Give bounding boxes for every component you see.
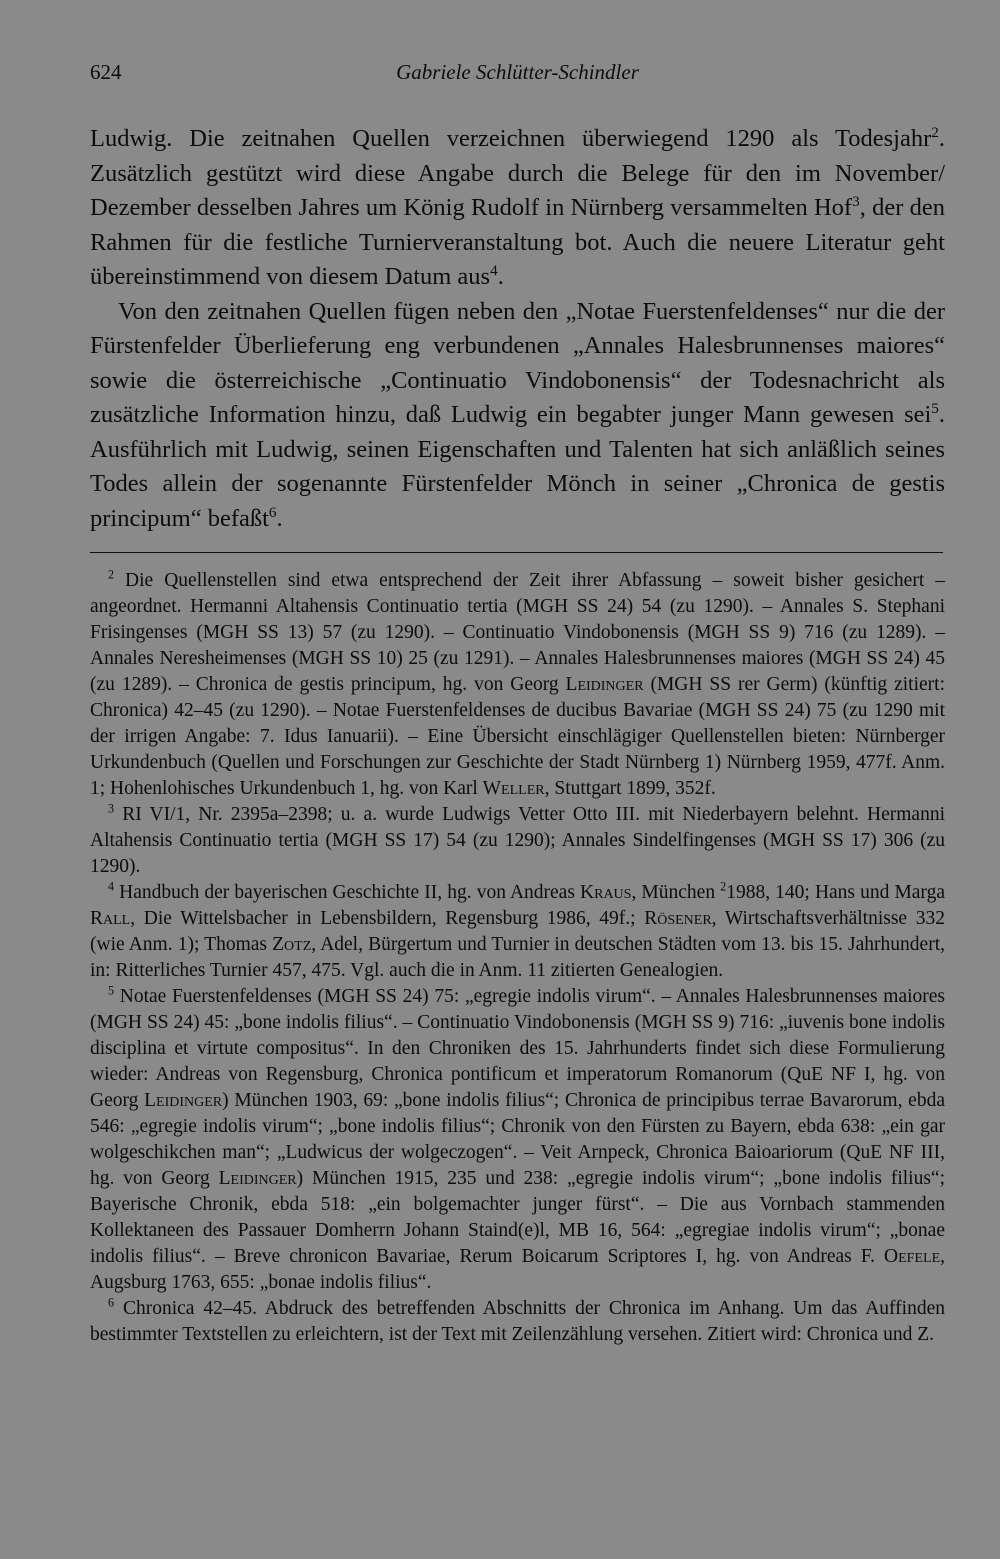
- text-run: Notae Fuerstenfeldenses (MGH SS 24) 75: „egregie indolis virum“. – Annales Halesbrunnenses maiores (MGH SS 24) 45: „bone indolis filius“. – Continuatio Vindobonensis (MGH SS 9) 716: „iuvenis bone indolis disciplina et virtute compositus“. In den Chroniken des 15. Jahrhunderts findet sich diese Formulierung wieder: Andreas von Regensburg, Chronica pontificum et imperatorum Romanorum (QuE NF I, hg. von Georg: [90, 986, 945, 1111]
- footnote-marker: 5: [931, 399, 939, 417]
- footnotes: [90, 568, 945, 1348]
- text-run: , Adel, Bürgertum und Turnier in deutschen Städten vom 13. bis 15. Jahrhundert, in: Ritterliches Turnier 457, 475. Vgl. auch die in Anm. 11 zitierten Genealogien.: [90, 934, 945, 981]
- footnote-marker: 3: [852, 192, 860, 210]
- text-run: , Stuttgart 1899, 352f.: [544, 778, 716, 799]
- footnote-divider: [90, 552, 943, 553]
- text-run: Die Quellenstellen sind etwa entsprechend der Zeit ihrer Abfassung – soweit bisher gesichert – angeordnet. Hermanni Altahensis Continuatio tertia (MGH SS 24) 54 (zu 1290). – Annales S. Stephani Frisingenses (MGH SS 13) 57 (zu 1290). – Continuatio Vindobonensis (MGH SS 9) 716 (zu 1289). – Annales Neresheimenses (MGH SS 10) 25 (zu 1291). – Annales Halesbrunnenses maiores (MGH SS 24) 45 (zu 1289). – Chronica de gestis principum, hg. von Georg: [90, 570, 945, 695]
- text-run: , Augsburg 1763, 655: „bonae indolis filius“.: [90, 1246, 945, 1293]
- text-run: , München: [631, 882, 721, 903]
- running-header: [90, 60, 945, 90]
- text-run: ) München 1915, 235 und 238: „egregie indolis virum“; „bone indolis filius“; Bayerische Chronik, ebda 518: „ein bolgemachter junger fürst“. – Die aus Vornbach stammenden Kollektaneen des Passauer Domherrn Johann Staind(e)l, MB 16, 564: „egregiae indolis virum“; „bonae indolis filius“. – Breve chronicon Bavariae, Rerum Boicarum Scriptores I, hg. von Andreas F.: [90, 1168, 945, 1267]
- footnote-marker: 3: [108, 801, 115, 816]
- footnote-marker: 6: [268, 503, 277, 521]
- footnote: [90, 1296, 945, 1348]
- text-run: , Wirtschaftsverhältnisse 332 (wie Anm. 1); Thomas: [90, 908, 945, 955]
- page-number: 624: [90, 60, 122, 84]
- main-text: [90, 122, 945, 536]
- text-run: (MGH SS rer Germ) (künftig zitiert: Chronica) 42–45 (zu 1290). – Notae Fuerstenfeldenses de ducibus Bavariae (MGH SS 24) 75 (zu 1290 mit der irrigen Angabe: 7. Idus Ianuarii). – Eine Übersicht einschlägiger Quellenstellen bieten: Nürnberger Urkundenbuch (Quellen und Forschungen zur Geschichte der Stadt Nürnberg 1) Nürnberg 1959, 477f. Anm. 1; Hohenlohisches Urkundenbuch 1, hg. von Karl: [90, 674, 945, 799]
- footnote-marker: 4: [490, 261, 498, 279]
- text-run: .: [276, 504, 283, 532]
- text-run: RI VI/1, Nr. 2395a–2398; u. a. wurde Ludwigs Vetter Otto III. mit Niederbayern belehnt. Hermanni Altahensis Continuatio tertia (MGH SS 17) 54 (zu 1290); Annales Sindelfingenses (MGH SS 17) 306 (zu 1290).: [90, 804, 945, 877]
- text-run: , Die Wittelsbacher in Lebensbildern, Regensburg 1986, 49f.;: [130, 908, 645, 929]
- author-name: Zotz: [272, 934, 312, 955]
- footnote-marker: 5: [108, 983, 115, 998]
- text-run: ) München 1903, 69: „bone indolis filius“; Chronica de principibus terrae Bavarorum, ebda 546: „egregie indolis virum“; „bone indolis filius“; Chronik von den Fürsten zu Bayern, ebda 638: „ein gar wolgeschikchen man“; „Ludwicus der wolgeczogen“. – Veit Arnpeck, Chronica Baioariorum (QuE NF III, hg. von Georg: [90, 1090, 945, 1189]
- paragraph: [90, 122, 945, 295]
- footnote: [90, 984, 945, 1296]
- author-name: Weller: [482, 778, 545, 799]
- text-run: Von den zeitnahen Quellen fügen neben den „Notae Fuerstenfeldenses“ nur die der Fürstenfelder Überlieferung eng verbundenen „Annales Halesbrunnenses maiores“ sowie die österreichische „Continuatio Vindobonensis“ der Todesnachricht als zusätzliche Information hinzu, daß Ludwig ein begabter junger Mann gewesen sei: [90, 297, 945, 428]
- text-run: . Ausführlich mit Ludwig, seinen Eigenschaften und Talenten hat sich anläßlich seines Todes allein der sogenannte Fürstenfelder Mönch in seiner „Chronica de gestis principum“ befaßt: [90, 401, 945, 532]
- author-name: Kraus: [580, 882, 632, 903]
- running-head-author: Gabriele Schlütter-Schindler: [396, 60, 639, 84]
- text-run: . Zusätzlich gestützt wird diese Angabe durch die Belege für den im November/ Dezember desselben Jahres um König Rudolf in Nürnberg versammelten Hof: [90, 125, 945, 221]
- text-run: 1988, 140; Hans und Marga: [726, 882, 945, 903]
- footnote: [90, 880, 945, 984]
- author-name: Leidinger: [144, 1090, 223, 1111]
- text-run: , der den Rahmen für die festliche Turnierveranstaltung bot. Auch die neuere Literatur geht übereinstimmend von diesem Datum aus: [90, 194, 945, 290]
- author-name: Leidinger: [565, 674, 644, 695]
- text-run: Handbuch der bayerischen Geschichte II, hg. von Andreas: [114, 882, 581, 903]
- footnote-marker: 4: [108, 879, 115, 894]
- author-name: Rösener: [644, 908, 712, 929]
- footnote: [90, 568, 945, 802]
- footnote-marker: 6: [108, 1295, 115, 1310]
- footnote-marker: 2: [931, 123, 939, 141]
- footnote-marker: 2: [108, 567, 115, 582]
- paragraph: [90, 295, 945, 537]
- footnote: [90, 802, 945, 880]
- author-name: Leidinger: [218, 1168, 297, 1189]
- author-name: Oefele: [884, 1246, 941, 1267]
- footnote-marker: 2: [720, 879, 727, 894]
- text-run: .: [497, 263, 504, 290]
- text-run: Chronica 42–45. Abdruck des betreffenden Abschnitts der Chronica im Anhang. Um das Auffinden bestimmter Textstellen zu erleichtern, ist der Text mit Zeilenzählung versehen. Zitiert wird: Chronica und Z.: [90, 1298, 945, 1345]
- author-name: Rall: [90, 908, 131, 929]
- text-run: Ludwig. Die zeitnahen Quellen verzeichnen überwiegend 1290 als Todesjahr: [90, 125, 932, 152]
